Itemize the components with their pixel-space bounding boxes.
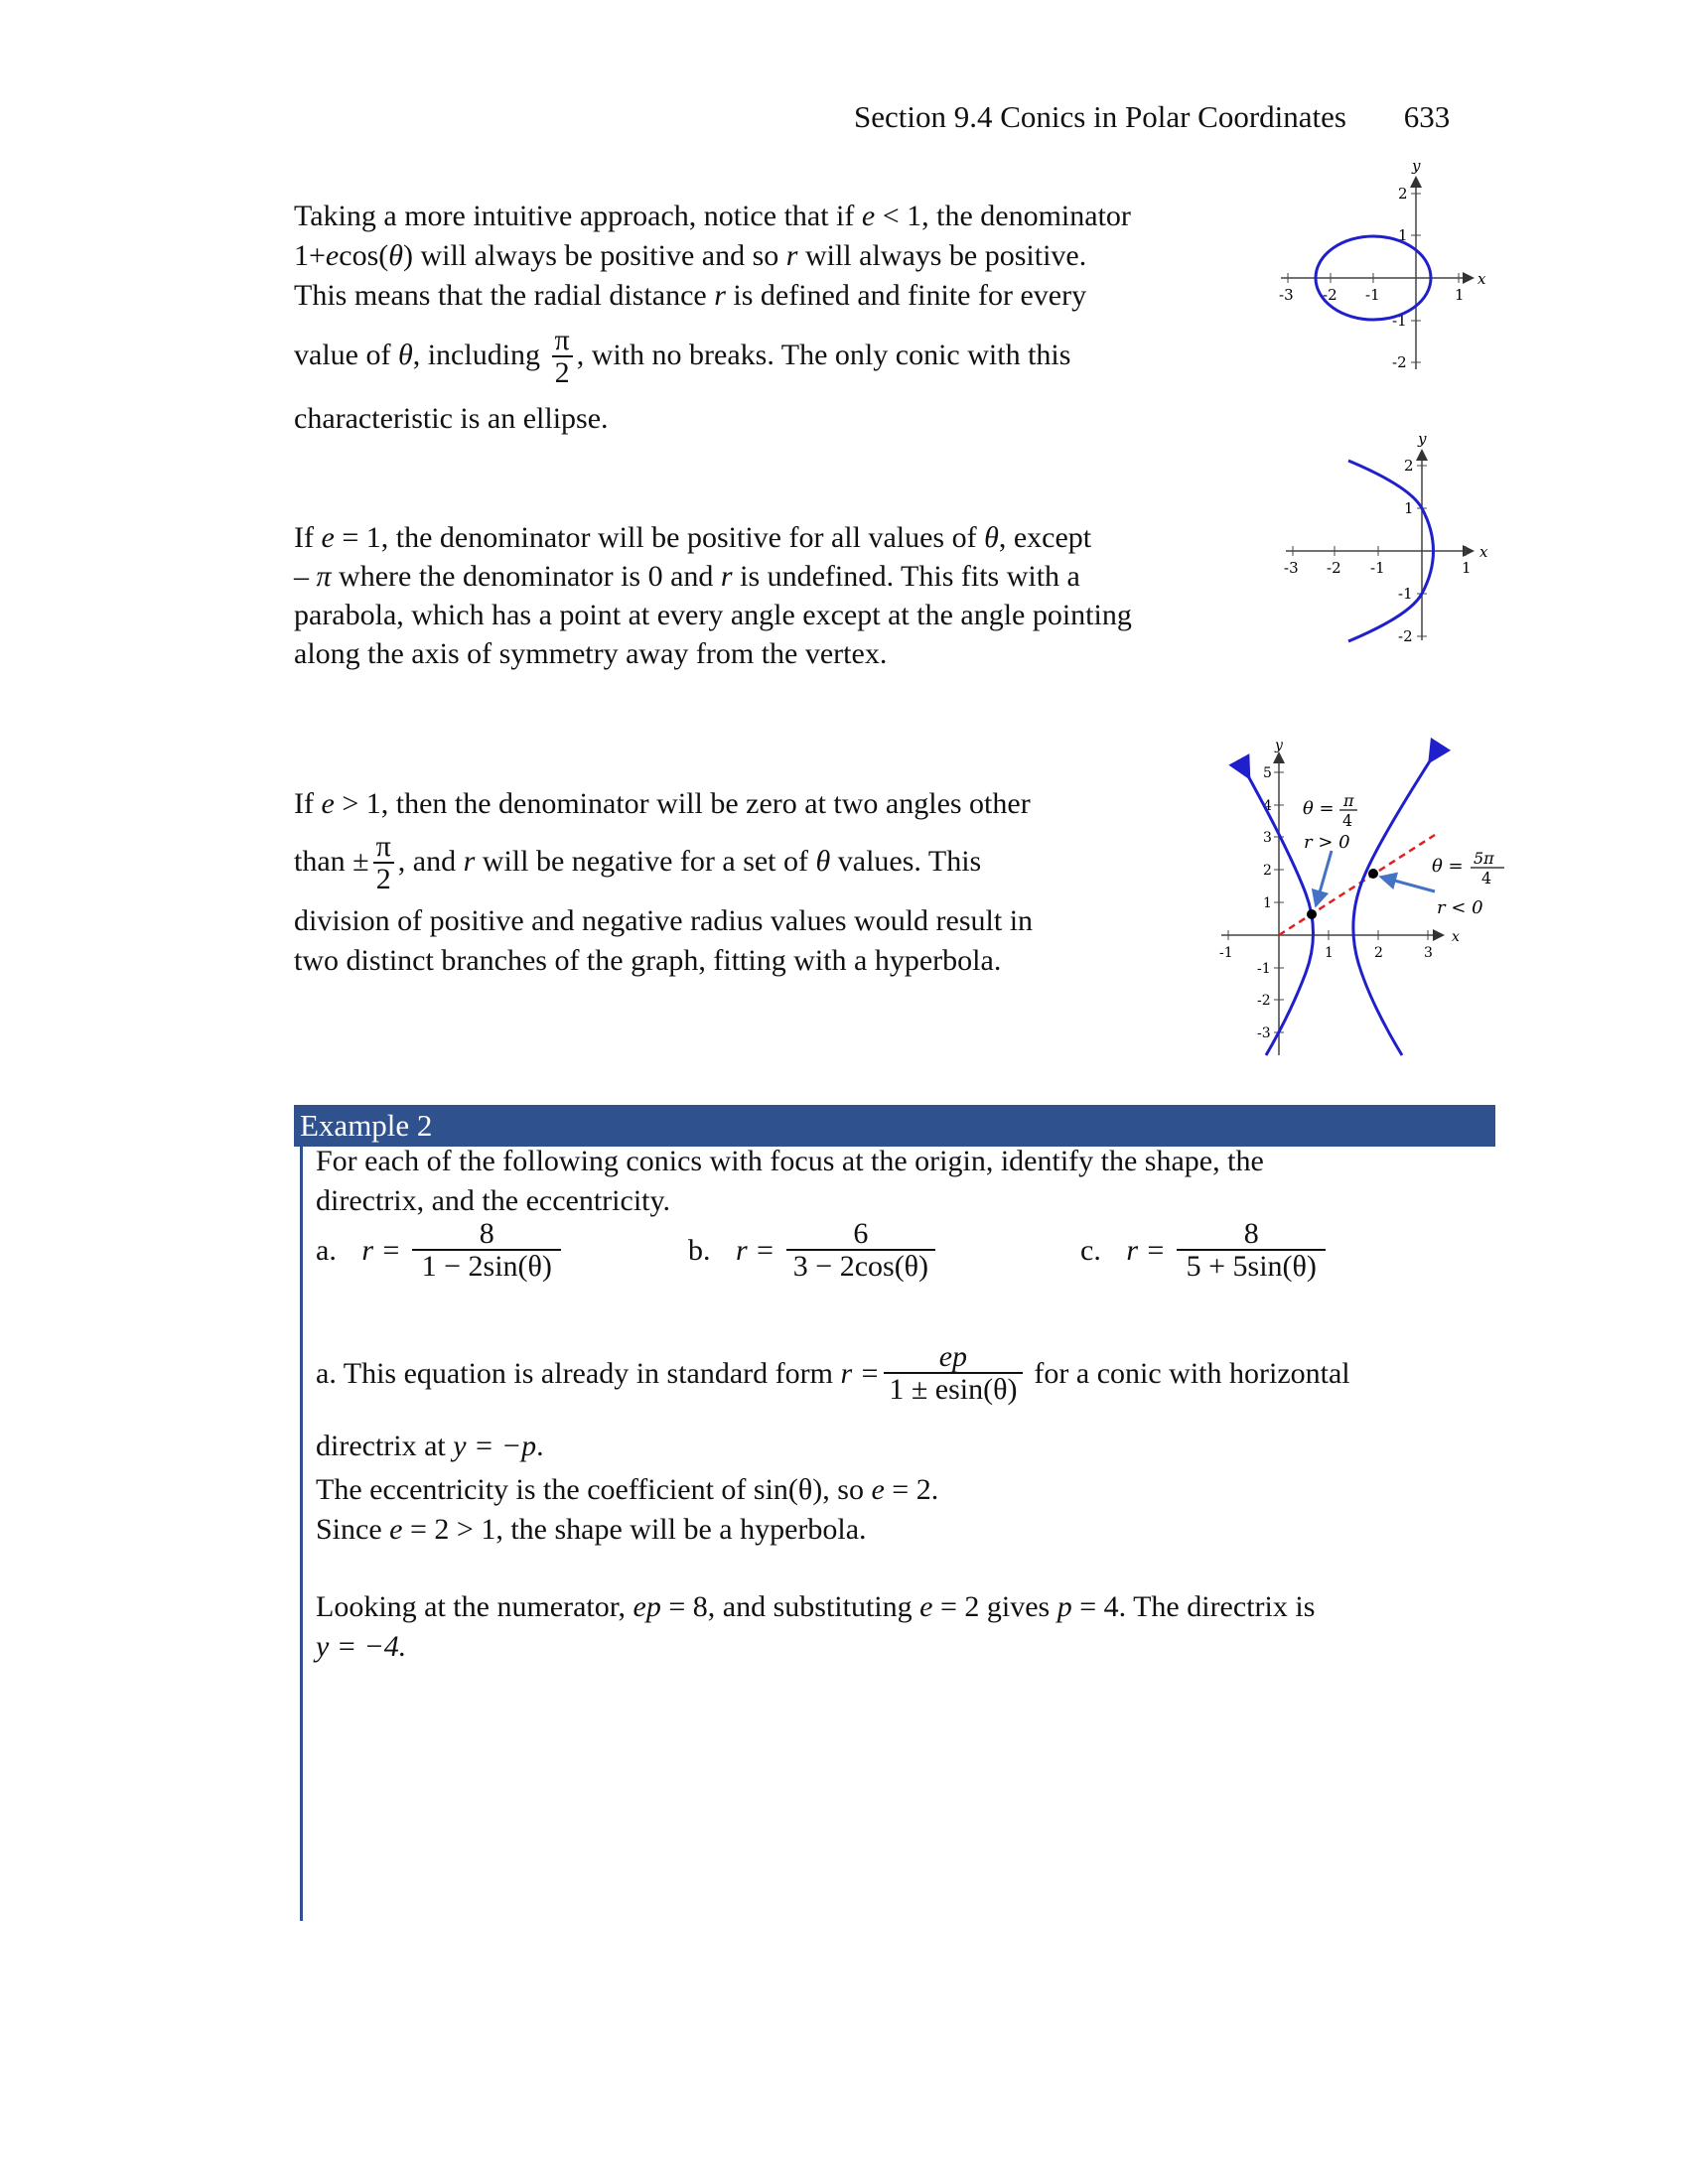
y-tick: -3: [1257, 1025, 1271, 1041]
text-line: If e = 1, the denominator will be positive for all values of θ, except: [294, 521, 1092, 554]
x-tick: -1: [1365, 286, 1380, 304]
text-line: y = −4.: [316, 1630, 407, 1663]
problem-a: a. r = $\frac{8}{1 - 2\sin(\theta)}$: [316, 1219, 565, 1283]
problem-list: [316, 1219, 1487, 1298]
text-line: parabola, which has a point at every angle except at the angle pointing: [294, 599, 1132, 631]
page-number: 633: [1403, 99, 1451, 134]
annotation-theta-2: θ =: [1432, 856, 1464, 877]
text-line: value of θ, including $\frac{\pi}{2}$ , with no breaks. The only conic with this: [294, 324, 1071, 389]
text-line: Since e = 2 > 1, the shape will be a hyperbola.: [316, 1513, 867, 1546]
x-axis-label: x: [1479, 543, 1488, 561]
annotation-den-1: 4: [1342, 811, 1353, 830]
x-tick: 3: [1424, 945, 1433, 961]
y-tick: 2: [1263, 863, 1272, 879]
y-axis-label: y: [1275, 738, 1283, 753]
x-axis-label: x: [1477, 270, 1486, 288]
text-line: directrix, and the eccentricity.: [316, 1184, 671, 1217]
text-line: than ± $\frac{\pi}{2}$ , and r will be negative for a set of θ values. This: [294, 830, 982, 895]
standard-form-fraction: $\frac{ep}{1 \pm esin(\theta)}$: [884, 1342, 1023, 1406]
y-tick: 2: [1398, 185, 1408, 203]
paragraph-ellipse: [294, 197, 1131, 439]
x-tick: -1: [1219, 945, 1233, 961]
text-line: division of positive and negative radius values would result in: [294, 904, 1034, 937]
y-tick: -1: [1257, 961, 1271, 977]
y-tick: 4: [1263, 798, 1272, 814]
y-axis-label: y: [1412, 157, 1421, 175]
text-line: The eccentricity is the coefficient of sin(θ), so e = 2.: [316, 1473, 939, 1506]
example-header: Example 2: [294, 1105, 1495, 1147]
hyperbola-graph: [1192, 725, 1529, 1062]
paragraph-hyperbola: [294, 784, 1033, 981]
text-line: 1+ecos(θ) will always be positive and so r will always be positive.: [294, 239, 1087, 272]
x-tick: -1: [1370, 559, 1385, 577]
text-line: along the axis of symmetry away from the vertex.: [294, 637, 888, 670]
annotation-num-2: 5π: [1474, 849, 1494, 868]
x-axis-label: x: [1452, 929, 1460, 945]
fraction: $\frac{8}{5 + 5\sin(\theta)}$: [1177, 1219, 1326, 1283]
y-tick: 2: [1404, 457, 1414, 475]
example-left-rule: [300, 1147, 303, 1921]
text-line: Taking a more intuitive approach, notice that if e < 1, the denominator: [294, 200, 1131, 232]
text-line: two distinct branches of the graph, fitting with a hyperbola.: [294, 944, 1002, 977]
y-tick: -2: [1398, 627, 1413, 645]
y-tick: 3: [1263, 830, 1272, 846]
axes: [1286, 452, 1472, 640]
problem-b: b. r = $\frac{6}{3 - 2\cos(\theta)}$: [688, 1219, 939, 1283]
annotation-den-2: 4: [1481, 869, 1492, 887]
solution-line-1: a. This equation is already in standard form r = $\frac{ep}{1 \pm esin(\theta)}$ for a conic with horizontal: [316, 1340, 1350, 1406]
annotation-r-negative: r < 0: [1437, 897, 1483, 918]
point-r-positive: [1307, 909, 1317, 919]
text-line: For each of the following conics with focus at the origin, identify the shape, the: [316, 1145, 1264, 1177]
text-line: characteristic is an ellipse.: [294, 402, 609, 435]
solution-lines: [316, 1427, 1315, 1667]
fraction: $\frac{6}{3 - 2\cos(\theta)}$: [786, 1219, 935, 1283]
y-tick: -2: [1257, 993, 1271, 1009]
y-tick: -1: [1398, 585, 1413, 603]
y-tick: 1: [1398, 226, 1408, 244]
hyperbola-right-branch: [1353, 756, 1433, 1055]
arrow-to-point-2: [1387, 879, 1435, 891]
fraction: $\frac{8}{1 - 2\sin(\theta)}$: [412, 1219, 561, 1283]
y-axis-label: y: [1418, 430, 1427, 448]
paragraph-parabola: [294, 518, 1132, 673]
fraction-pi-over-2: $\frac{\pi}{2}$: [373, 832, 394, 895]
problem-c: c. r = $\frac{8}{5 + 5\sin(\theta)}$: [1080, 1219, 1330, 1283]
axes: [1281, 179, 1472, 369]
y-tick: 5: [1263, 765, 1272, 781]
x-tick: -3: [1279, 286, 1294, 304]
annotation-num-1: π: [1343, 791, 1354, 810]
text-line: – π where the denominator is 0 and r is undefined. This fits with a: [294, 560, 1080, 593]
parabola-graph: [1251, 417, 1529, 655]
y-tick: 1: [1404, 499, 1414, 517]
fraction-pi-over-2: $\frac{\pi}{2}$: [552, 326, 573, 389]
y-tick: -2: [1392, 353, 1407, 371]
x-tick: -3: [1284, 559, 1299, 577]
x-tick: 1: [1325, 945, 1334, 961]
arrow-to-point-1: [1318, 851, 1332, 899]
annotation-r-positive: r > 0: [1304, 832, 1350, 853]
running-header: [854, 99, 1450, 135]
x-tick: 1: [1455, 286, 1465, 304]
text-line: Looking at the numerator, ep = 8, and substituting e = 2 gives p = 4. The directrix is: [316, 1590, 1316, 1623]
annotation-theta-1: θ =: [1303, 798, 1335, 819]
ellipse-graph: [1251, 149, 1529, 377]
text-line: If e > 1, then the denominator will be zero at two angles other: [294, 787, 1031, 820]
x-tick: 2: [1374, 945, 1383, 961]
section-title: Section 9.4 Conics in Polar Coordinates: [854, 99, 1346, 134]
point-r-negative: [1368, 869, 1378, 879]
y-tick: -1: [1392, 312, 1407, 330]
example-prompt: [316, 1142, 1264, 1221]
x-tick: -2: [1327, 559, 1341, 577]
x-tick: -2: [1323, 286, 1337, 304]
text-line: This means that the radial distance r is defined and finite for every: [294, 279, 1087, 312]
text-line: directrix at y = −p.: [316, 1430, 544, 1462]
x-tick: 1: [1462, 559, 1472, 577]
y-tick: 1: [1263, 895, 1272, 911]
